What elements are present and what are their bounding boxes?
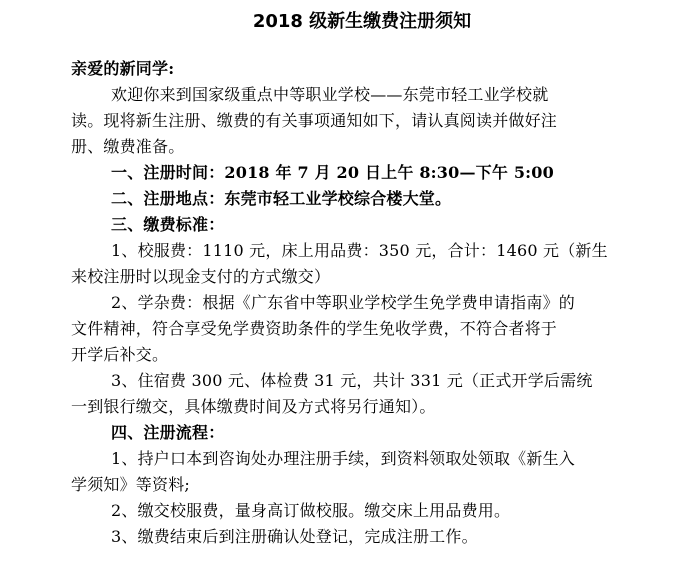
fee-item-uniform <box>71 238 673 290</box>
intro-paragraph <box>71 82 673 160</box>
step-line: 1、持户口本到咨询处办理注册手续，到资料领取处领取《新生入 <box>111 449 575 468</box>
document-title: 2018 级新生缴费注册须知 <box>252 11 472 32</box>
section-registration-location: 二、注册地点：东莞市轻工业学校综合楼大堂。 <box>111 189 452 208</box>
fee-line: 来校注册时以现金支付的方式缴交） <box>71 267 331 286</box>
fee-line: 1、校服费：1110 元，床上用品费：350 元，合计：1460 元（新生 <box>111 241 608 260</box>
intro-line: 册、缴费准备。 <box>71 137 185 156</box>
fee-item-accommodation <box>71 368 673 420</box>
fee-line: 开学后补交。 <box>71 345 169 364</box>
fee-line: 文件精神，符合享受免学费资助条件的学生免收学费，不符合者将于 <box>71 319 558 338</box>
fee-line: 2、学杂费：根据《广东省中等职业学校学生免学费申请指南》的 <box>111 293 575 312</box>
process-step-2: 2、缴交校服费，量身高订做校服。缴交床上用品费用。 <box>111 501 511 520</box>
salutation: 亲爱的新同学: <box>71 59 175 78</box>
fee-item-tuition <box>71 290 673 368</box>
process-step-1 <box>71 446 673 498</box>
fee-line: 3、住宿费 300 元、体检费 31 元，共计 331 元（正式开学后需统 <box>111 371 593 390</box>
fee-line: 一到银行缴交，具体缴费时间及方式将另行通知）。 <box>71 397 436 416</box>
step-line: 学须知》等资料; <box>71 475 190 494</box>
process-step-3: 3、缴费结束后到注册确认处登记，完成注册工作。 <box>111 527 478 546</box>
section-registration-process: 四、注册流程： <box>111 423 225 442</box>
intro-line: 欢迎你来到国家级重点中等职业学校——东莞市轻工业学校就 <box>111 85 549 104</box>
intro-line: 读。现将新生注册、缴费的有关事项通知如下，请认真阅读并做好注 <box>71 111 558 130</box>
section-fee-standard: 三、缴费标准： <box>111 215 225 234</box>
notice-document <box>71 0 673 550</box>
section-registration-time: 一、注册时间：2018 年 7 月 20 日上午 8:30—下午 5:00 <box>111 163 554 182</box>
